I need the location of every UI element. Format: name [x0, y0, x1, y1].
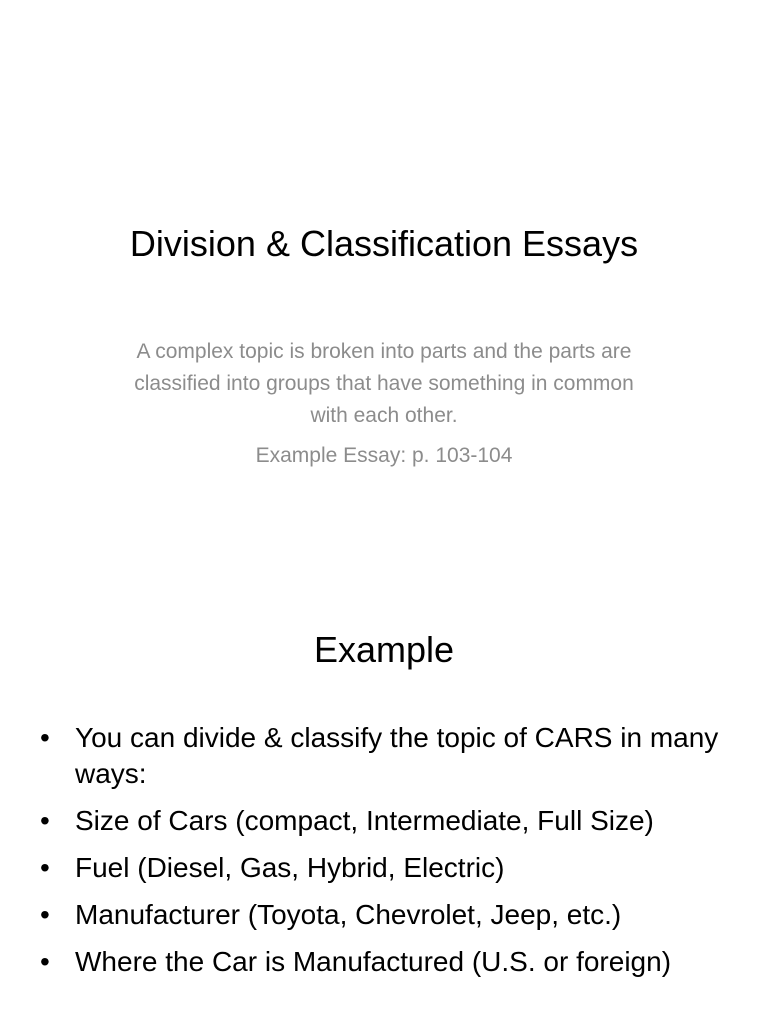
bullet-icon: •	[40, 805, 50, 836]
bullet-item	[40, 850, 730, 886]
slide-title-heading: Division & Classification Essays	[129, 223, 639, 264]
bullet-icon: •	[40, 852, 50, 883]
bullet-item	[40, 944, 730, 980]
bullet-icon: •	[40, 899, 50, 930]
bullet-item	[40, 720, 730, 792]
bullet-item	[40, 897, 730, 933]
example-slide-heading: Example	[313, 629, 455, 670]
slide-example	[0, 576, 768, 1024]
subtitle-description: A complex topic is broken into parts and the parts are classified into groups that have something in common with each other.	[134, 340, 634, 427]
bullet-icon: •	[40, 946, 50, 977]
slide-subtitle	[134, 336, 634, 472]
bullet-text: You can divide & classify the topic of CARS in many ways:	[75, 722, 719, 789]
bullet-icon: •	[40, 722, 50, 753]
subtitle-example-reference: Example Essay: p. 103-104	[255, 444, 513, 467]
bullet-text: Where the Car is Manufactured (U.S. or foreign)	[75, 946, 672, 977]
bullet-item	[40, 803, 730, 839]
bullet-list	[40, 720, 730, 991]
bullet-text: Manufacturer (Toyota, Chevrolet, Jeep, etc.)	[75, 899, 622, 930]
bullet-text: Fuel (Diesel, Gas, Hybrid, Electric)	[75, 852, 505, 883]
bullet-text: Size of Cars (compact, Intermediate, Full Size)	[75, 805, 654, 836]
